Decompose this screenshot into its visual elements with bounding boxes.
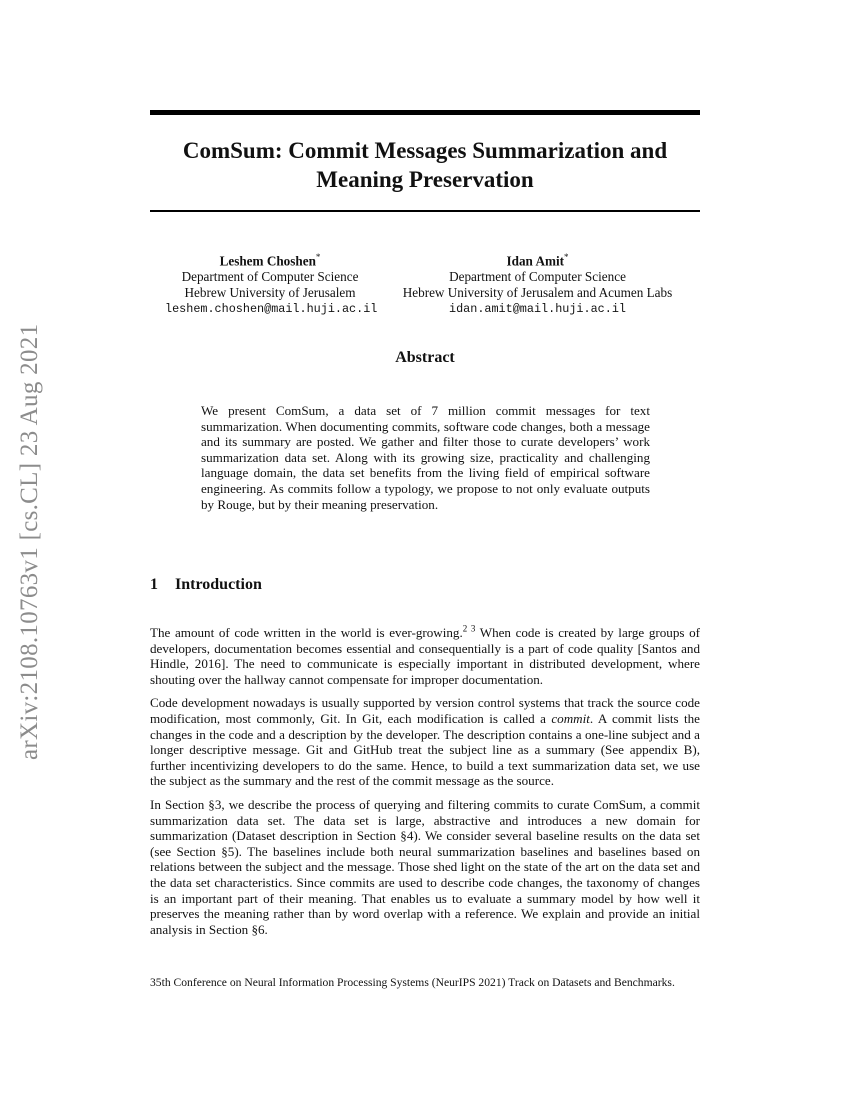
section-number: 1 (150, 576, 158, 593)
title-bottom-rule (150, 210, 700, 212)
section-title: Introduction (175, 576, 262, 593)
author-department: Department of Computer Science (181, 269, 359, 285)
intro-paragraph-3: In Section §3, we describe the process of querying and filtering commits to curate ComSum, a commit summarization data set. The data set is large, abstractive and introduces a new domain for summarization (Dataset description in Section §4). We consider several baseline results on the data set (see Section §5). The baselines include both neural summarization baselines and baselines based on relations between the subject and the message. Those shed light on the state of the art on the data set and the data set characteristics. Since commits are used to describe code changes, the taxonomy of changes is an important part of their meaning. That enables us to evaluate a summary model by how well it preserves the meaning rather than by word overlap with a reference. We explain and provide an initial analysis in Section §6. (150, 796, 700, 937)
paper-title (150, 136, 700, 194)
intro-paragraph-2: Code development nowadays is usually supported by version control systems that track the source code modification, most commonly, Git. In Git, each modification is called a commit. A commit lists the changes in the code and a description by the developer. The description contains a one-line subject and a longer descriptive message. Git and GitHub treat the subject line as a summary (See appendix B), further incentivizing developers to do the same. Hence, to build a text summarization data set, we use the subject as the summary and the rest of the commit message as the source. (150, 695, 700, 789)
author-block-2 (385, 249, 690, 317)
abstract-text: We present ComSum, a data set of 7 million commit messages for text summarization. When documenting commits, software code changes, both a message and its summary are posted. We gather and filter those to curate developers’ work summarization data set. Along with its growing size, practicality and challenging language domain, the data set benefits from the living field of empirical software engineering. As commits follow a typology, we propose to not only evaluate outputs by Rouge, but by their meaning preservation. (201, 403, 650, 512)
footnote-marks[interactable]: 2 3 (462, 623, 476, 634)
arxiv-sidebar-stamp: arXiv:2108.10763v1 [cs.CL] 23 Aug 2021 (16, 323, 43, 760)
conference-footnote: 35th Conference on Neural Information Processing Systems (NeurIPS 2021) Track on Datasets and Benchmarks. (150, 976, 675, 989)
section-heading-introduction (150, 576, 262, 594)
equal-contribution-mark: * (564, 252, 569, 262)
title-top-rule (150, 110, 700, 115)
equal-contribution-mark: * (315, 252, 321, 262)
author-email[interactable]: idan.amit@mail.huji.ac.il (449, 302, 626, 317)
commit-term: commit (551, 710, 590, 726)
abstract-heading: Abstract (395, 349, 455, 366)
author-email[interactable]: leshem.choshen@mail.huji.ac.il (165, 302, 378, 317)
author-affiliation: Hebrew University of Jerusalem and Acumen Labs (402, 285, 673, 301)
author-name: Idan Amit* (506, 252, 569, 269)
author-affiliation: Hebrew University of Jerusalem (184, 285, 356, 301)
intro-paragraph-1: The amount of code written in the world is ever-growing.$^{2 3}$ When code is created by large groups of developers, documentation becomes essential and consequentially is a part of code quality [Santos and Hindle, 2016]. The need to communicate is especially important in distributed development, where shouting over the hallway cannot compensate for improper documentation. (150, 623, 700, 687)
title-line-1: ComSum: Commit Messages Summarization and (182, 138, 668, 163)
author-block-1 (165, 249, 378, 317)
title-line-2: Meaning Preservation (316, 167, 534, 192)
author-department: Department of Computer Science (449, 269, 626, 285)
introduction-body (150, 625, 700, 945)
author-name: Leshem Choshen* (219, 252, 321, 269)
